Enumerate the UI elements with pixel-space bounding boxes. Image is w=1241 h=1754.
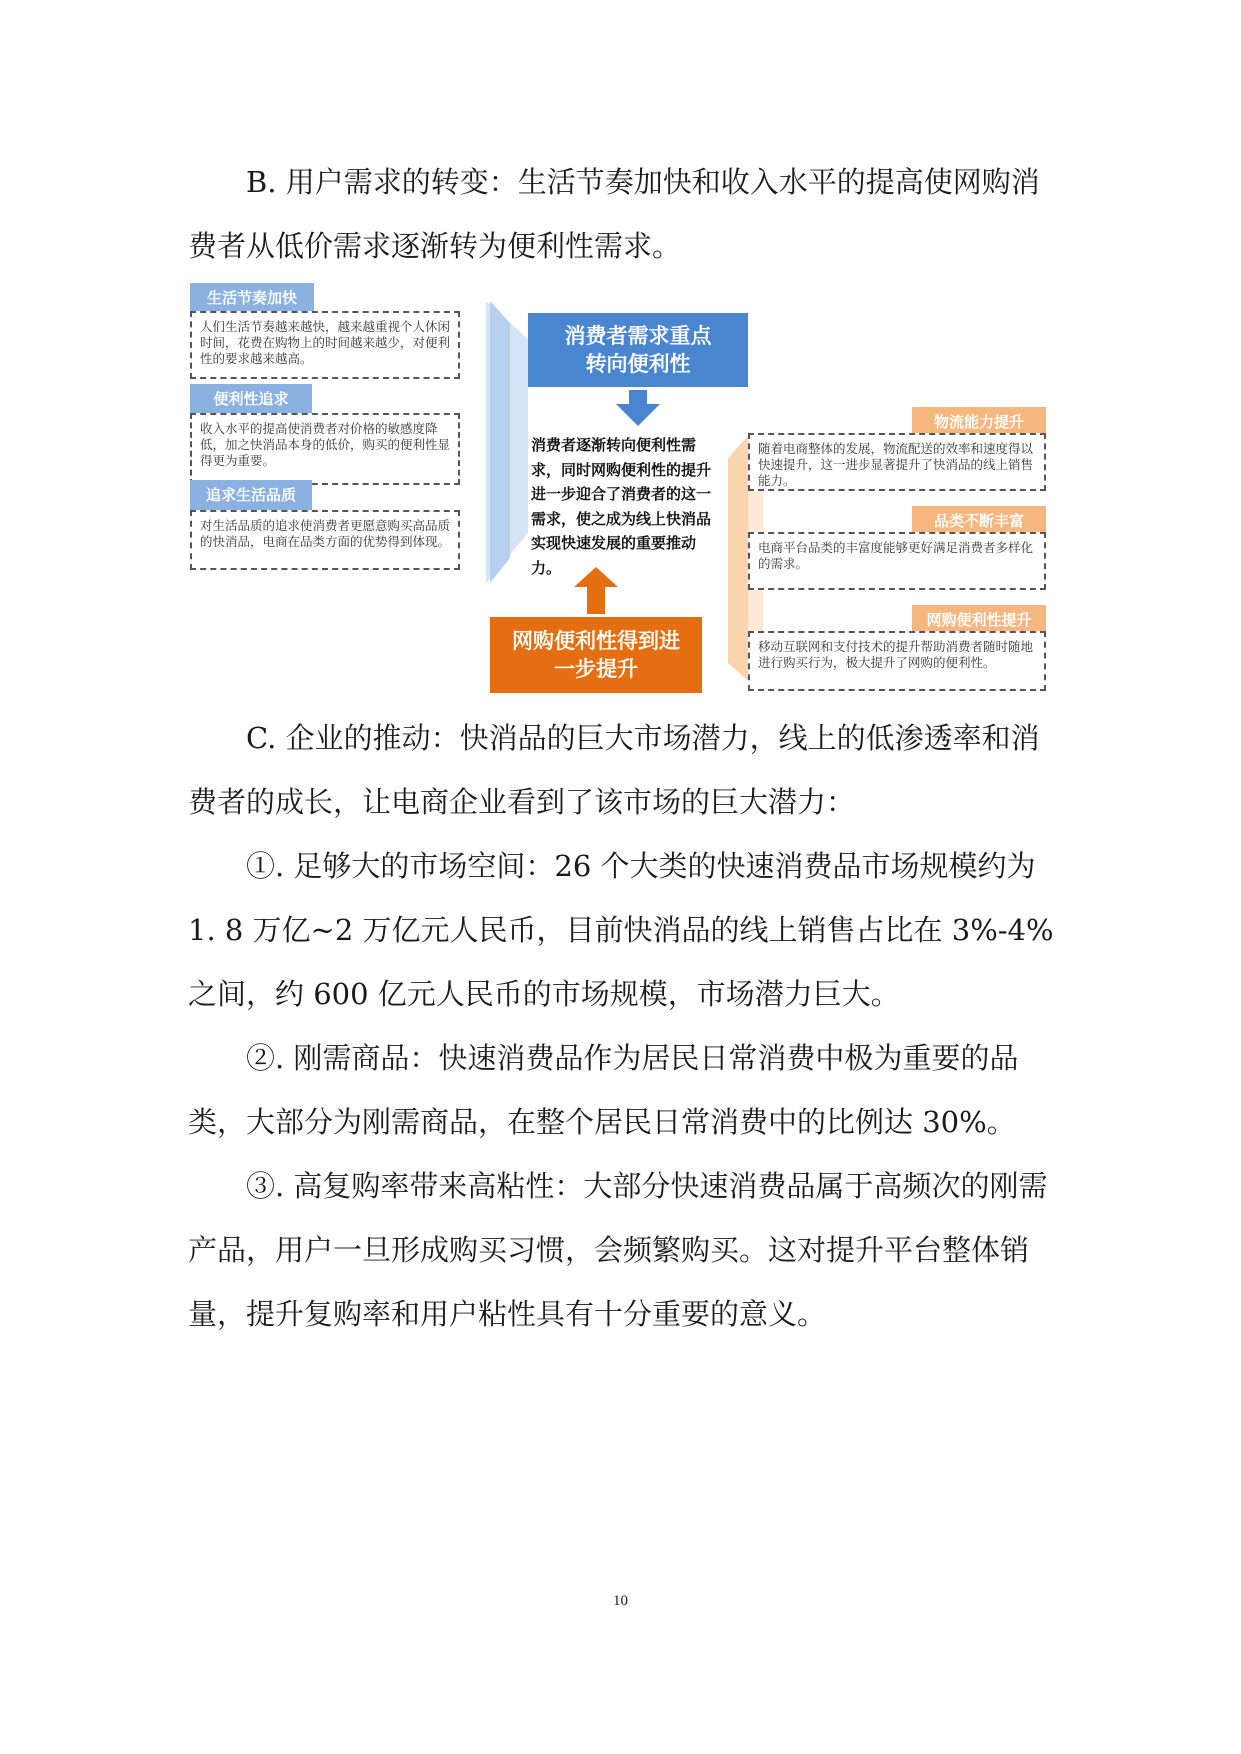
page-number: 10 bbox=[613, 1593, 628, 1609]
tag-life-pace: 生活节奏加快 bbox=[190, 283, 314, 313]
box-logistics: 随着电商整体的发展，物流配送的效率和速度得以快速提升，这一进步显著提升了快消品的线上销售能力。 bbox=[748, 433, 1046, 491]
box-online-convenience: 移动互联网和支付技术的提升帮助消费者随时随地进行购买行为，极大提升了网购的便利性。 bbox=[748, 631, 1046, 691]
center-top-title: 消费者需求重点转向便利性 bbox=[528, 313, 748, 387]
paragraph-point-3: ③. 高复购率带来高粘性：大部分快速消费品属于高频次的刚需产品，用户一旦形成购买习惯，会频繁购买。这对提升平台整体销量，提升复购率和用户粘性具有十分重要的意义。 bbox=[188, 1169, 1048, 1331]
box-life-pace: 人们生活节奏越来越快，越来越重视个人休闲时间，花费在购物上的时间越来越少，对便利性的要求越来越高。 bbox=[190, 311, 460, 379]
box-convenience: 收入水平的提高使消费者对价格的敏感度降低，加之快消品本身的低价，购买的便利性显得更为重要。 bbox=[190, 413, 460, 485]
tag-categories: 品类不断丰富 bbox=[912, 506, 1046, 536]
tag-online-convenience: 网购便利性提升 bbox=[912, 605, 1046, 635]
box-quality: 对生活品质的追求使消费者更愿意购买高品质的快消品，电商在品类方面的优势得到体现。 bbox=[190, 510, 460, 570]
box-categories: 电商平台品类的丰富度能够更好满足消费者多样化的需求。 bbox=[748, 532, 1046, 590]
center-bottom-title: 网购便利性得到进一步提升 bbox=[490, 617, 702, 693]
tag-quality: 追求生活品质 bbox=[190, 480, 312, 510]
tag-logistics: 物流能力提升 bbox=[912, 407, 1046, 437]
paragraph-point-1: ①. 足够大的市场空间：26 个大类的快速消费品市场规模约为1. 8 万亿~2 万亿元人民币，目前快消品的线上销售占比在 3%-4%之间，约 600 亿元人民币的市场规模，市场潜力巨大。 bbox=[188, 849, 1054, 1011]
tag-convenience: 便利性追求 bbox=[190, 384, 312, 414]
paragraph-c: C. 企业的推动：快消品的巨大市场潜力，线上的低渗透率和消费者的成长，让电商企业看到了该市场的巨大潜力： bbox=[188, 721, 1040, 819]
down-arrow-icon bbox=[616, 390, 660, 426]
center-text: 消费者逐渐转向便利性需求，同时网购便利性的提升进一步迎合了消费者的这一需求，使之成为线上快消品实现快速发展的重要推动力。 bbox=[531, 436, 712, 577]
consumer-demand-diagram bbox=[188, 283, 1054, 697]
paragraph-b: B. 用户需求的转变：生活节奏加快和收入水平的提高使网购消费者从低价需求逐渐转为便利性需求。 bbox=[188, 165, 1040, 263]
paragraph-point-2: ②. 刚需商品：快速消费品作为居民日常消费中极为重要的品类，大部分为刚需商品，在整个居民日常消费中的比例达 30%。 bbox=[188, 1041, 1019, 1139]
right-bracket-shape bbox=[728, 436, 748, 681]
